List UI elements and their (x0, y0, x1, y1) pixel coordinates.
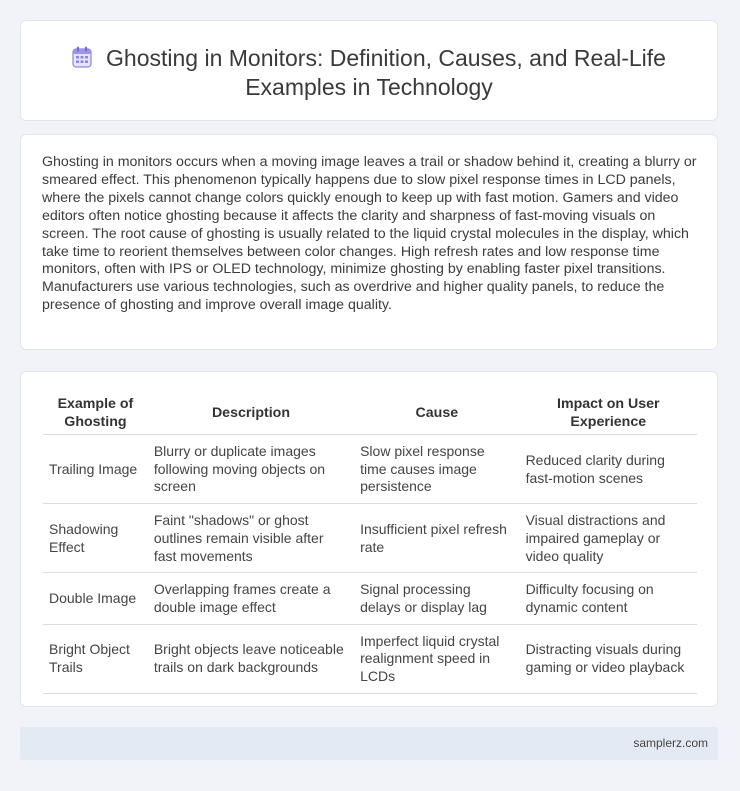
table-cell: Overlapping frames create a double image effect (148, 573, 354, 624)
ghosting-table (43, 394, 697, 694)
column-header: Impact on User Experience (520, 394, 697, 435)
table-cell: Bright objects leave noticeable trails on dark backgrounds (148, 624, 354, 693)
table-cell: Visual distractions and impaired gameplay or video quality (520, 504, 697, 573)
footer-site-link[interactable]: samplerz.com (633, 736, 708, 750)
table-cell: Bright Object Trails (43, 624, 148, 693)
table-card (20, 371, 718, 707)
table-cell: Difficulty focusing on dynamic content (520, 573, 697, 624)
table-cell: Slow pixel response time causes image persistence (354, 435, 519, 504)
intro-card (20, 134, 718, 350)
page-title-wrap (21, 44, 717, 102)
table-cell: Trailing Image (43, 435, 148, 504)
table-cell: Signal processing delays or display lag (354, 573, 519, 624)
table-cell: Double Image (43, 573, 148, 624)
table-row (43, 624, 697, 693)
title-card (20, 20, 718, 121)
column-header: Cause (354, 394, 519, 435)
calendar-icon (72, 46, 92, 68)
table-cell: Blurry or duplicate images following moving objects on screen (148, 435, 354, 504)
table-row (43, 504, 697, 573)
footer-bar (20, 727, 718, 760)
table-row (43, 573, 697, 624)
column-header: Example of Ghosting (43, 394, 148, 435)
table-header-row (43, 394, 697, 435)
table-row (43, 435, 697, 504)
table-cell: Shadowing Effect (43, 504, 148, 573)
table-cell: Reduced clarity during fast-motion scenes (520, 435, 697, 504)
page-title: Ghosting in Monitors: Definition, Causes, and Real-Life Examples in Technology (106, 45, 666, 100)
table-cell: Distracting visuals during gaming or video playback (520, 624, 697, 693)
intro-paragraph: Ghosting in monitors occurs when a moving image leaves a trail or shadow behind it, creating a blurry or smeared effect. This phenomenon typically happens due to slow pixel response times in LCD panels, where the pixels cannot change colors quickly enough to keep up with fast motion. Gamers and video editors often notice ghosting because it affects the clarity and sharpness of fast-moving visuals on screen. The root cause of ghosting is usually related to the liquid crystal molecules in the display, which take time to reorient themselves between color changes. High refresh rates and low response time monitors, often with IPS or OLED technology, minimize ghosting by enabling faster pixel transitions. Manufacturers use various technologies, such as overdrive and higher quality panels, to reduce the presence of ghosting and improve overall image quality. (42, 154, 697, 314)
table-cell: Imperfect liquid crystal realignment speed in LCDs (354, 624, 519, 693)
table-cell: Faint "shadows" or ghost outlines remain visible after fast movements (148, 504, 354, 573)
column-header: Description (148, 394, 354, 435)
table-cell: Insufficient pixel refresh rate (354, 504, 519, 573)
